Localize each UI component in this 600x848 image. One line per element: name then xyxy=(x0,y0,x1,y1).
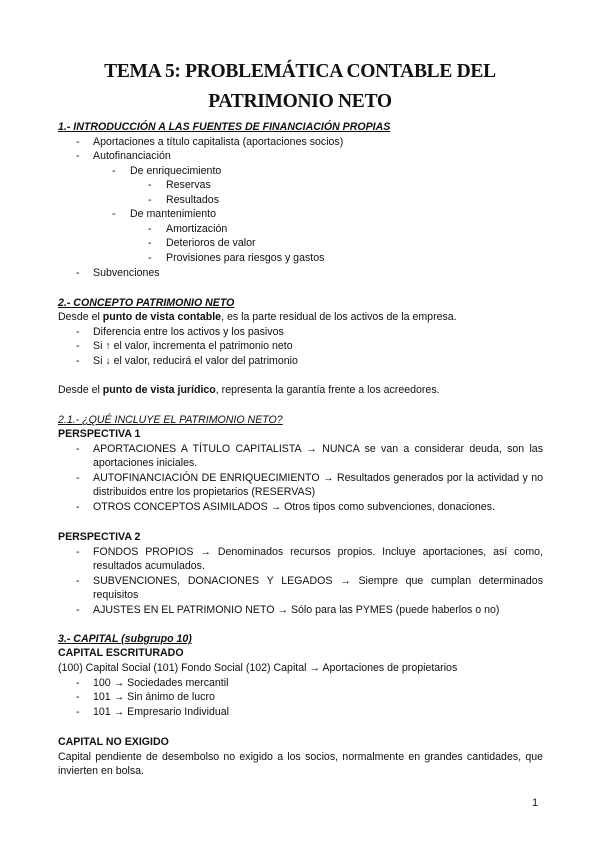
list-item: Aportaciones a título capitalista (aportaciones socios) xyxy=(93,136,344,148)
bullet-dash: - xyxy=(148,252,152,264)
bullet-dash: - xyxy=(76,326,80,338)
section-1-heading: 1.- INTRODUCCIÓN A LAS FUENTES DE FINANCIACIÓN PROPIAS xyxy=(58,121,391,133)
list-item: Resultados xyxy=(166,194,219,206)
list-item: Reservas xyxy=(166,179,211,191)
bullet-dash: - xyxy=(148,223,152,235)
paragraph-contable xyxy=(58,310,457,324)
capital-escriturado-line: (100) Capital Social (101) Fondo Social (102) Capital → Aportaciones de propietarios xyxy=(58,662,458,674)
perspectiva-2-title: PERSPECTIVA 2 xyxy=(58,531,141,543)
list-item: FONDOS PROPIOS → Denominados recursos propios. Incluye aportaciones, así como, resultados acumulados. xyxy=(93,546,543,572)
capital-escriturado-title: CAPITAL ESCRITURADO xyxy=(58,647,184,659)
section-2-heading: 2.- CONCEPTO PATRIMONIO NETO xyxy=(58,297,235,309)
list-item: OTROS CONCEPTOS ASIMILADOS → Otros tipos como subvenciones, donaciones. xyxy=(93,501,495,513)
list-item: Autofinanciación xyxy=(93,150,171,162)
list-item: De mantenimiento xyxy=(130,208,216,220)
bullet-dash: - xyxy=(76,267,80,279)
bullet-dash: - xyxy=(76,706,80,718)
title-line-2: PATRIMONIO NETO xyxy=(208,91,392,112)
bullet-dash: - xyxy=(76,150,80,162)
text: Desde el xyxy=(58,384,103,396)
list-item: Deterioros de valor xyxy=(166,237,256,249)
bullet-dash: - xyxy=(148,194,152,206)
list-item: Diferencia entre los activos y los pasivos xyxy=(93,326,284,338)
bullet-dash: - xyxy=(76,691,80,703)
list-item: 100 → Sociedades mercantil xyxy=(93,677,229,689)
bullet-dash: - xyxy=(148,237,152,249)
bold-text: punto de vista contable xyxy=(102,311,222,323)
capital-no-exigido-title: CAPITAL NO EXIGIDO xyxy=(58,736,169,748)
text: , es la parte residual de los activos de la empresa. xyxy=(221,311,457,323)
list-item: 101 → Empresario Individual xyxy=(93,706,230,718)
page-title xyxy=(60,57,540,117)
paragraph-juridico xyxy=(58,383,440,397)
list-item: Si ↓ el valor, reducirá el valor del patrimonio xyxy=(93,355,298,367)
bullet-dash: - xyxy=(76,472,80,484)
bullet-dash: - xyxy=(76,677,80,689)
page-number: 1 xyxy=(532,797,538,809)
bullet-dash: - xyxy=(112,208,116,220)
bullet-dash: - xyxy=(76,355,80,367)
bullet-dash: - xyxy=(148,179,152,191)
list-item: De enriquecimiento xyxy=(130,165,222,177)
title-line-1: TEMA 5: PROBLEMÁTICA CONTABLE DEL xyxy=(104,61,496,82)
list-item: Amortización xyxy=(166,223,228,235)
bullet-dash: - xyxy=(76,340,80,352)
text: Desde el xyxy=(58,311,103,323)
list-item: AJUSTES EN EL PATRIMONIO NETO → Sólo para las PYMES (puede haberlos o no) xyxy=(93,604,500,616)
list-item: AUTOFINANCIACIÓN DE ENRIQUECIMIENTO → Resultados generados por la actividad y no distribuidos entre los propietarios (RESERVAS) xyxy=(93,472,543,498)
bullet-dash: - xyxy=(76,136,80,148)
list-item: 101 → Sin ánimo de lucro xyxy=(93,691,215,703)
capital-no-exigido-text: Capital pendiente de desembolso no exigido a los socios, normalmente en grandes cantidades, que invierten en bolsa. xyxy=(58,751,543,777)
perspectiva-1-title: PERSPECTIVA 1 xyxy=(58,428,141,440)
section-2-1-heading: 2.1.- ¿QUÉ INCLUYE EL PATRIMONIO NETO? xyxy=(58,414,283,426)
list-item: Provisiones para riesgos y gastos xyxy=(166,252,325,264)
bullet-dash: - xyxy=(76,575,80,587)
bold-text: punto de vista jurídico xyxy=(102,384,216,396)
bullet-dash: - xyxy=(76,443,80,455)
list-item: Subvenciones xyxy=(93,267,160,279)
bullet-dash: - xyxy=(76,501,80,513)
bullet-dash: - xyxy=(76,546,80,558)
list-item: Si ↑ el valor, incrementa el patrimonio neto xyxy=(93,340,293,352)
list-item: SUBVENCIONES, DONACIONES Y LEGADOS → Siempre que cumplan determinados requisitos xyxy=(93,575,543,601)
text: , representa la garantía frente a los acreedores. xyxy=(215,384,440,396)
bullet-dash: - xyxy=(76,604,80,616)
bullet-dash: - xyxy=(112,165,116,177)
section-3-heading: 3.- CAPITAL (subgrupo 10) xyxy=(58,633,192,645)
list-item: APORTACIONES A TÍTULO CAPITALISTA → NUNCA se van a considerar deuda, son las aportaciones iniciales. xyxy=(93,443,543,469)
